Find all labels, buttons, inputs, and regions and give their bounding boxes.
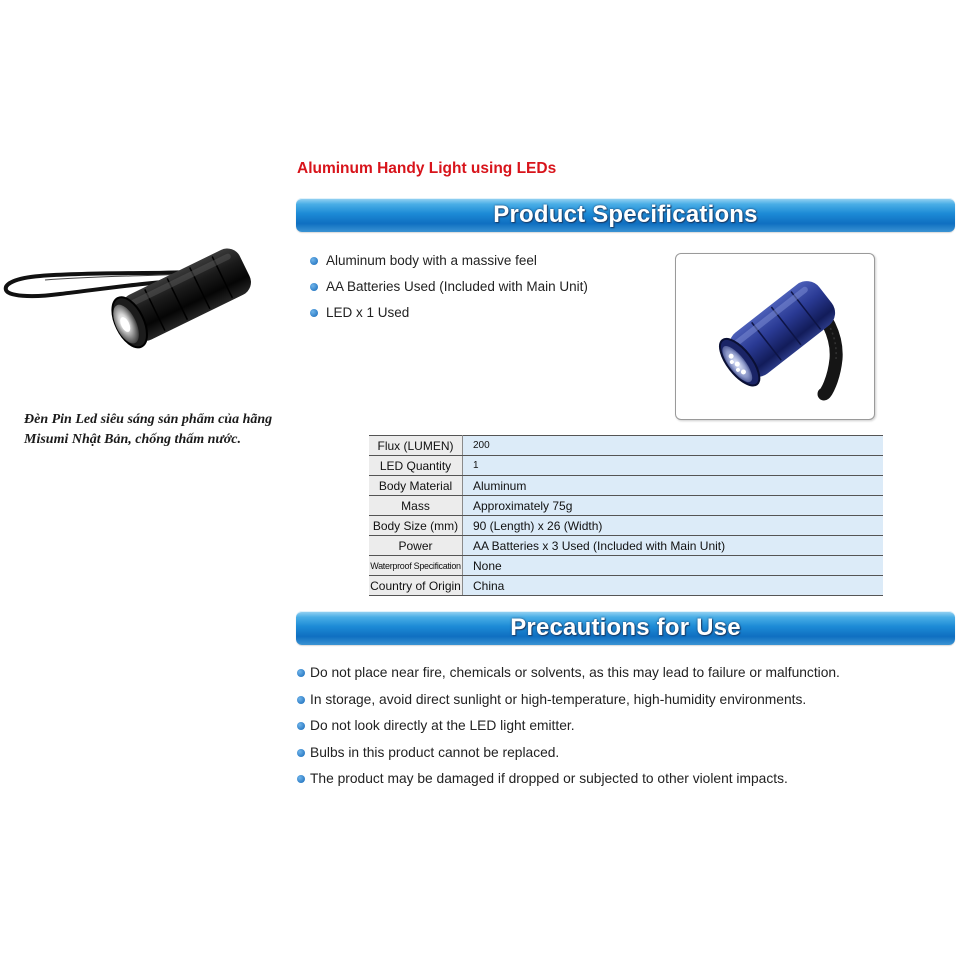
caption-line-1: Đèn Pin Led siêu sáng sản phẩm của hãng: [24, 412, 273, 427]
bullet-dot-icon: [310, 257, 318, 265]
precaution-text: In storage, avoid direct sunlight or high-temperature, high-humidity environments.: [310, 691, 807, 707]
bullet-dot-icon: [297, 669, 305, 677]
black-flashlight-photo: [0, 232, 270, 382]
spec-label: Waterproof Specification: [369, 556, 463, 576]
feature-item: [310, 252, 588, 278]
table-row: [369, 496, 883, 516]
precautions-list: [297, 664, 840, 797]
caption-line-2: Misumi Nhật Bản, chống thấm nước.: [24, 432, 242, 447]
bullet-dot-icon: [297, 775, 305, 783]
bullet-dot-icon: [297, 722, 305, 730]
table-row: [369, 556, 883, 576]
feature-list: [310, 252, 588, 330]
spec-value: Approximately 75g: [463, 496, 884, 516]
spec-value: 200: [463, 436, 884, 456]
feature-text: LED x 1 Used: [326, 305, 410, 320]
precautions-heading-banner: [296, 611, 955, 645]
spec-value: China: [463, 576, 884, 596]
table-row: [369, 436, 883, 456]
spec-label: Power: [369, 536, 463, 556]
precaution-text: Do not place near fire, chemicals or solvents, as this may lead to failure or malfunction.: [310, 665, 840, 680]
feature-item: [310, 304, 588, 330]
spec-heading-banner: [296, 198, 955, 232]
table-row: [369, 516, 883, 536]
spec-value: 90 (Length) x 26 (Width): [463, 516, 884, 536]
precaution-item: [297, 664, 840, 691]
spec-label: Flux (LUMEN): [369, 436, 463, 456]
table-row: [369, 576, 883, 596]
bullet-dot-icon: [297, 749, 305, 757]
precaution-item: [297, 691, 840, 718]
spec-label: Country of Origin: [369, 576, 463, 596]
feature-text: Aluminum body with a massive feel: [326, 253, 537, 268]
precautions-heading: Precautions for Use: [510, 614, 741, 641]
spec-label: Body Size (mm): [369, 516, 463, 536]
precaution-text: The product may be damaged if dropped or subjected to other violent impacts.: [310, 771, 788, 786]
feature-item: [310, 278, 588, 304]
table-row: [369, 456, 883, 476]
precaution-item: [297, 717, 840, 744]
product-caption: [24, 410, 324, 450]
precaution-item: [297, 770, 840, 797]
precaution-text: Bulbs in this product cannot be replaced.: [310, 744, 560, 760]
spec-value: None: [463, 556, 884, 576]
spec-value: AA Batteries x 3 Used (Included with Main Unit): [463, 536, 884, 556]
spec-value: 1: [463, 456, 884, 476]
precaution-text: Do not look directly at the LED light emitter.: [310, 718, 575, 733]
table-row: [369, 536, 883, 556]
bullet-dot-icon: [310, 283, 318, 291]
spec-label: Body Material: [369, 476, 463, 496]
table-row: [369, 476, 883, 496]
spec-label: LED Quantity: [369, 456, 463, 476]
spec-value: Aluminum: [463, 476, 884, 496]
blue-flashlight-photo: [676, 254, 874, 419]
product-title: Aluminum Handy Light using LEDs: [297, 160, 557, 177]
spec-heading: Product Specifications: [493, 201, 758, 228]
precaution-item: [297, 744, 840, 771]
spec-table: [369, 435, 883, 596]
bullet-dot-icon: [297, 696, 305, 704]
feature-text: AA Batteries Used (Included with Main Unit): [326, 279, 588, 294]
blue-flashlight-photo-frame: [675, 253, 875, 420]
bullet-dot-icon: [310, 309, 318, 317]
spec-label: Mass: [369, 496, 463, 516]
